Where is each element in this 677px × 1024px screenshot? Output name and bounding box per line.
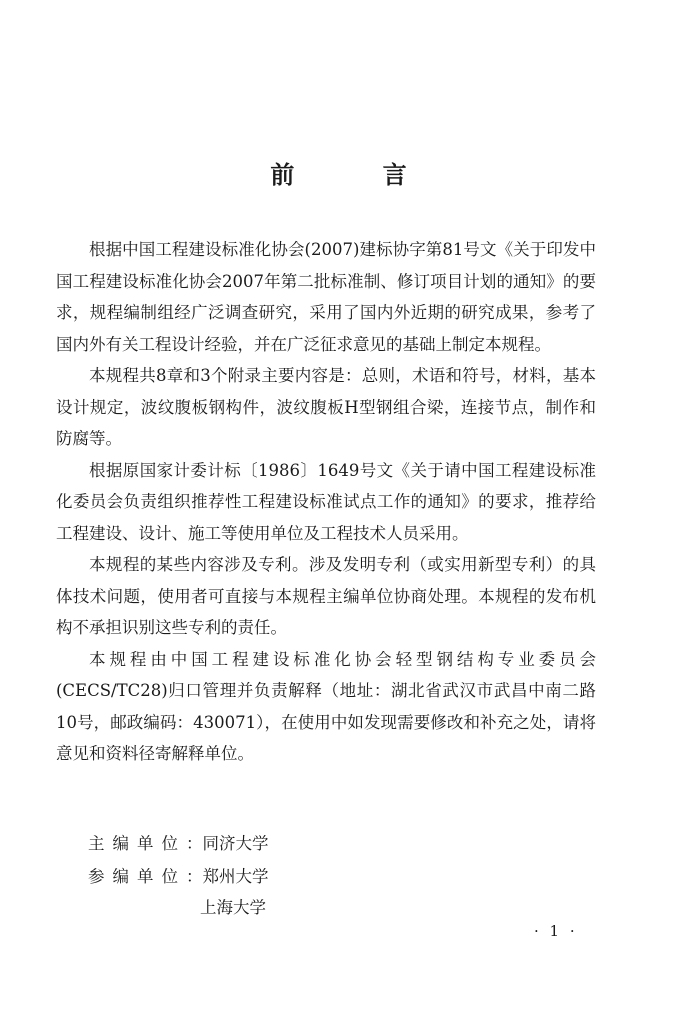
chief-unit-row xyxy=(88,830,269,854)
paragraph-4: 本规程的某些内容涉及专利。涉及发明专利（或实用新型专利）的具体技术问题，使用者可直接与本规程主编单位协商处理。本规程的发布机构不承担识别这些专利的责任。 xyxy=(56,555,596,637)
preface-body xyxy=(56,234,596,770)
participating-unit-label: 参编单位 xyxy=(88,867,186,886)
chief-unit-value: 同济大学 xyxy=(202,834,269,853)
page-number: · 1 · xyxy=(534,922,578,940)
chief-unit-label: 主编单位 xyxy=(88,834,186,853)
page-title: 前 言 xyxy=(270,160,447,189)
participating-unit-row xyxy=(88,863,269,887)
participating-unit-colon: ： xyxy=(186,867,203,886)
participating-unit-value-2: 上海大学 xyxy=(200,898,266,917)
paragraph-2: 本规程共8章和3个附录主要内容是：总则，术语和符号，材料，基本设计规定，波纹腹板钢构件，波纹腹板H型钢组合梁，连接节点，制作和防腐等。 xyxy=(56,366,596,448)
chief-unit-colon: ： xyxy=(186,834,203,853)
paragraph-3: 根据原国家计委计标〔1986〕1649号文《关于请中国工程建设标准化委员会负责组织推荐性工程建设标准试点工作的通知》的要求，推荐给工程建设、设计、施工等使用单位及工程技术人员采用。 xyxy=(56,460,596,543)
participating-unit-value-1: 郑州大学 xyxy=(202,867,269,886)
paragraph-5: 本规程由中国工程建设标准化协会轻型钢结构专业委员会(CECS/TC28)归口管理并负责解释（地址：湖北省武汉市武昌中南二路10号，邮政编码：430071），在使用中如发现需要修改和补充之处，请将意见和资料径寄解释单位。 xyxy=(56,649,596,763)
paragraph-1: 根据中国工程建设标准化协会(2007)建标协字第81号文《关于印发中国工程建设标准化协会2007年第二批标准制、修订项目计划的通知》的要求，规程编制组经广泛调查研究，采用了国内外近期的研究成果，参考了国内外有关工程设计经验，并在广泛征求意见的基础上制定本规程。 xyxy=(56,240,596,354)
